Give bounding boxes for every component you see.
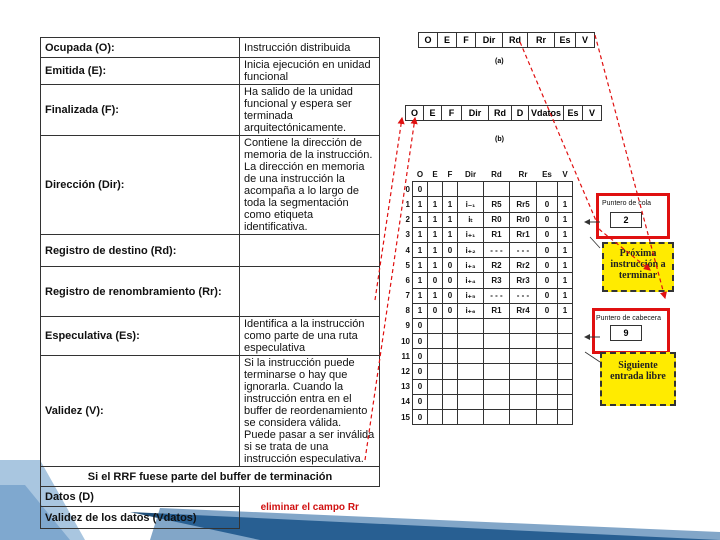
- rob-cell: R1: [484, 227, 510, 242]
- rob-row-index: 6: [405, 275, 410, 285]
- rob-row: [395, 258, 573, 273]
- rob-cell: [510, 349, 537, 364]
- rob-cell: 0: [413, 334, 428, 349]
- rob-cell: [428, 318, 443, 333]
- rob-cell: 0: [413, 394, 428, 409]
- rob-cell: [484, 318, 510, 333]
- rob-cell: - - -: [484, 288, 510, 303]
- rob-cell: [537, 182, 558, 197]
- def-desc: Contiene la dirección de memoria de la instrucción. La dirección en memoria de una instrucción la acompaña a lo largo de toda la segmentación como etiqueta identificativa.: [240, 136, 380, 235]
- field-cell: Dir: [476, 33, 503, 48]
- rob-col-header: V: [562, 169, 568, 179]
- head-pointer-label: Puntero de cabecera: [596, 315, 661, 322]
- rob-cell: 0: [413, 379, 428, 394]
- rob-row: [395, 242, 573, 257]
- rob-cell: 1: [558, 273, 573, 288]
- rob-cell: [558, 318, 573, 333]
- rob-cell: 0: [537, 212, 558, 227]
- rob-cell: i₊₄: [458, 273, 484, 288]
- rob-cell: [510, 410, 537, 425]
- rob-col-header: E: [432, 169, 438, 179]
- rob-col-header: Rd: [491, 169, 502, 179]
- rob-row-index: 0: [405, 184, 410, 194]
- def-desc: Inicia ejecución en unidad funcional: [240, 58, 380, 85]
- rob-cell: 1: [558, 242, 573, 257]
- def-desc: Ha salido de la unidad funcional y espera ser terminada arquitectónicamente.: [240, 85, 380, 136]
- rob-col-header: Rr: [518, 169, 528, 179]
- extra-field-term: Validez de los datos (Vdatos): [41, 507, 240, 529]
- rob-cell: i₊₅: [458, 288, 484, 303]
- def-desc: Si la instrucción puede terminarse o hay que ignorarla. Cuando la instrucción entra en el buffer de reordenamiento se considera válida. Puede pasar a ser inválida si se trata de una instrucción especulativa.: [240, 356, 380, 467]
- field-cell: Rd: [503, 33, 528, 48]
- rob-row: [395, 394, 573, 409]
- rob-cell: 1: [428, 197, 443, 212]
- rob-cell: [458, 334, 484, 349]
- rob-row: [395, 410, 573, 425]
- caption-b: (b): [495, 136, 504, 143]
- rob-cell: [510, 364, 537, 379]
- caption-a: (a): [495, 58, 504, 65]
- rob-cell: - - -: [484, 242, 510, 257]
- rob-cell: [558, 349, 573, 364]
- rob-cell: [443, 318, 458, 333]
- field-cell: V: [576, 33, 595, 48]
- rob-cell: [443, 394, 458, 409]
- rob-cell: iₜ: [458, 212, 484, 227]
- rob-cell: 1: [558, 303, 573, 318]
- rob-cell: [537, 364, 558, 379]
- rob-cell: [428, 182, 443, 197]
- rob-cell: R0: [484, 212, 510, 227]
- rob-cell: 0: [443, 273, 458, 288]
- reorder-buffer-table: [395, 167, 573, 425]
- def-desc: [240, 235, 380, 267]
- field-cell: O: [419, 33, 438, 48]
- rob-cell: [537, 318, 558, 333]
- rob-row: [395, 197, 573, 212]
- rob-row-index: 13: [401, 382, 410, 392]
- rob-cell: [510, 318, 537, 333]
- rob-cell: 0: [428, 273, 443, 288]
- rob-col-header: O: [416, 169, 424, 179]
- rob-cell: Rr0: [510, 212, 537, 227]
- field-cell: Rr: [528, 33, 555, 48]
- rob-cell: [458, 349, 484, 364]
- rob-cell: [484, 334, 510, 349]
- rob-cell: [443, 182, 458, 197]
- rob-header-row: [395, 167, 573, 182]
- rob-cell: [443, 410, 458, 425]
- entry-format-a: [418, 32, 595, 48]
- rob-cell: [537, 379, 558, 394]
- rob-row-index: 5: [405, 260, 410, 270]
- def-desc: Identifica a la instrucción como parte de una ruta especulativa: [240, 317, 380, 356]
- def-row: [41, 267, 380, 317]
- rob-row-index: 10: [401, 336, 410, 346]
- rob-cell: 1: [413, 273, 428, 288]
- rob-cell: [458, 182, 484, 197]
- rob-cell: 0: [443, 258, 458, 273]
- rob-cell: 0: [413, 182, 428, 197]
- rob-row-index: 8: [405, 306, 410, 316]
- rob-row-index: 7: [405, 291, 410, 301]
- def-row: [41, 317, 380, 356]
- rob-cell: i₊₆: [458, 303, 484, 318]
- rob-cell: 0: [537, 303, 558, 318]
- rob-row-index: 14: [401, 397, 410, 407]
- rob-cell: [458, 364, 484, 379]
- rob-cell: [443, 334, 458, 349]
- rob-cell: [537, 410, 558, 425]
- rob-row: [395, 379, 573, 394]
- rob-cell: [484, 394, 510, 409]
- rob-cell: 0: [413, 364, 428, 379]
- rob-cell: 1: [443, 212, 458, 227]
- head-pointer-value: 9: [610, 325, 642, 341]
- rob-cell: 1: [428, 258, 443, 273]
- rob-cell: [443, 349, 458, 364]
- rob-cell: Rr2: [510, 258, 537, 273]
- rob-cell: 1: [443, 197, 458, 212]
- def-term: Especulativa (Es):: [41, 317, 240, 356]
- rob-cell: [484, 364, 510, 379]
- rob-row: [395, 182, 573, 197]
- rob-cell: [484, 349, 510, 364]
- rob-row-index: 11: [401, 351, 410, 361]
- rob-cell: 0: [537, 258, 558, 273]
- rob-row-index: 3: [405, 230, 410, 240]
- rob-cell: 1: [428, 227, 443, 242]
- rob-cell: 0: [413, 349, 428, 364]
- rob-cell: 1: [413, 212, 428, 227]
- rob-cell: [510, 394, 537, 409]
- def-term: Validez (V):: [41, 356, 240, 467]
- rob-cell: [458, 379, 484, 394]
- rob-cell: [537, 394, 558, 409]
- rob-cell: 0: [537, 242, 558, 257]
- rob-cell: [484, 410, 510, 425]
- rob-cell: 1: [558, 197, 573, 212]
- rob-cell: 0: [413, 410, 428, 425]
- def-desc: [240, 267, 380, 317]
- field-cell: Rd: [489, 106, 512, 121]
- tail-pointer-label: Puntero de cola: [602, 200, 652, 207]
- rob-cell: [558, 364, 573, 379]
- rob-cell: 0: [537, 273, 558, 288]
- def-term: Registro de destino (Rd):: [41, 235, 240, 267]
- rob-cell: [537, 334, 558, 349]
- rob-cell: [558, 410, 573, 425]
- rob-cell: i₊₂: [458, 242, 484, 257]
- rob-row: [395, 364, 573, 379]
- field-cell: E: [438, 33, 457, 48]
- extra-field-term: Datos (D): [41, 487, 240, 507]
- rob-cell: Rr5: [510, 197, 537, 212]
- def-row: [41, 85, 380, 136]
- def-desc: Instrucción distribuida: [240, 38, 380, 58]
- rob-cell: 1: [558, 258, 573, 273]
- field-cell: Es: [555, 33, 576, 48]
- def-term: Dirección (Dir):: [41, 136, 240, 235]
- field-cell: V: [583, 106, 602, 121]
- rob-cell: Rr1: [510, 227, 537, 242]
- rob-cell: 0: [537, 288, 558, 303]
- rob-col-header: F: [447, 169, 453, 179]
- rob-cell: 1: [428, 288, 443, 303]
- rob-cell: [484, 379, 510, 394]
- rob-cell: - - -: [510, 288, 537, 303]
- field-cell: F: [442, 106, 462, 121]
- rob-cell: Rr4: [510, 303, 537, 318]
- field-cell: E: [424, 106, 442, 121]
- rob-row-index: 12: [401, 367, 410, 377]
- tail-pointer-value: 2: [610, 212, 642, 228]
- rob-cell: 1: [413, 227, 428, 242]
- rob-cell: 1: [413, 303, 428, 318]
- rob-cell: 1: [413, 197, 428, 212]
- field-cell: O: [406, 106, 424, 121]
- field-cell: F: [457, 33, 476, 48]
- rob-cell: 1: [413, 242, 428, 257]
- rob-row: [395, 227, 573, 242]
- rob-row: [395, 212, 573, 227]
- def-term: Ocupada (O):: [41, 38, 240, 58]
- rob-row: [395, 288, 573, 303]
- extra-field-row: [41, 487, 380, 507]
- field-definitions-table: [40, 37, 380, 529]
- rob-cell: 0: [443, 288, 458, 303]
- rrf-note: Si el RRF fuese parte del buffer de terminación: [41, 467, 380, 487]
- rob-row-index: 2: [405, 215, 410, 225]
- rob-row-index: 1: [405, 199, 410, 209]
- rob-cell: [458, 318, 484, 333]
- rob-cell: 1: [413, 258, 428, 273]
- rob-cell: 0: [537, 227, 558, 242]
- rob-row-index: 15: [401, 412, 410, 422]
- rob-cell: [510, 334, 537, 349]
- rob-col-header: Es: [542, 169, 552, 179]
- rob-cell: 1: [413, 288, 428, 303]
- rob-row-index: 4: [405, 245, 410, 255]
- field-cell: Es: [564, 106, 583, 121]
- rob-cell: [510, 182, 537, 197]
- rob-cell: i₊₁: [458, 227, 484, 242]
- rob-cell: i₋₁: [458, 197, 484, 212]
- rob-cell: R3: [484, 273, 510, 288]
- def-row: [41, 356, 380, 467]
- rob-cell: [428, 349, 443, 364]
- rob-cell: 1: [428, 212, 443, 227]
- rob-cell: [443, 379, 458, 394]
- def-row: [41, 136, 380, 235]
- rob-cell: [537, 349, 558, 364]
- rob-cell: 0: [443, 242, 458, 257]
- def-row: [41, 235, 380, 267]
- rob-cell: [558, 182, 573, 197]
- rob-cell: [510, 379, 537, 394]
- rob-cell: [428, 379, 443, 394]
- def-term: Emitida (E):: [41, 58, 240, 85]
- eliminate-note: eliminar el campo Rr: [260, 502, 359, 514]
- field-cell: D: [512, 106, 529, 121]
- rob-cell: [458, 394, 484, 409]
- def-term: Registro de renombramiento (Rr):: [41, 267, 240, 317]
- rob-cell: - - -: [510, 242, 537, 257]
- rob-cell: 1: [558, 288, 573, 303]
- rob-cell: 1: [558, 227, 573, 242]
- rob-row: [395, 303, 573, 318]
- rob-cell: [428, 334, 443, 349]
- def-row: [41, 58, 380, 85]
- entry-format-b: [405, 105, 602, 121]
- rob-cell: [443, 364, 458, 379]
- rrf-note-row: [41, 467, 380, 487]
- rob-cell: 1: [558, 212, 573, 227]
- rob-cell: [558, 379, 573, 394]
- rob-cell: 0: [428, 303, 443, 318]
- def-term: Finalizada (F):: [41, 85, 240, 136]
- rob-cell: 1: [428, 242, 443, 257]
- field-cell: Vdatos: [529, 106, 564, 121]
- rob-cell: [428, 410, 443, 425]
- rob-cell: 1: [443, 227, 458, 242]
- next-free-note: Siguiente entrada libre: [600, 352, 676, 406]
- rob-cell: R5: [484, 197, 510, 212]
- rob-row: [395, 334, 573, 349]
- rob-cell: [484, 182, 510, 197]
- rob-cell: [558, 334, 573, 349]
- rob-cell: 0: [443, 303, 458, 318]
- rob-cell: [558, 394, 573, 409]
- rob-col-header: Dir: [464, 169, 477, 179]
- rob-cell: i₊₃: [458, 258, 484, 273]
- rob-cell: Rr3: [510, 273, 537, 288]
- rob-row-index: 9: [405, 321, 410, 331]
- rob-row: [395, 318, 573, 333]
- rob-cell: 0: [537, 197, 558, 212]
- rob-cell: R2: [484, 258, 510, 273]
- rob-cell: [428, 364, 443, 379]
- def-row: [41, 38, 380, 58]
- rob-row: [395, 349, 573, 364]
- rob-cell: R1: [484, 303, 510, 318]
- rob-row: [395, 273, 573, 288]
- rob-cell: [458, 410, 484, 425]
- field-cell: Dir: [462, 106, 489, 121]
- rob-cell: [428, 394, 443, 409]
- next-to-finish-note: Próxima instrucción a terminar: [602, 242, 674, 292]
- rob-cell: 0: [413, 318, 428, 333]
